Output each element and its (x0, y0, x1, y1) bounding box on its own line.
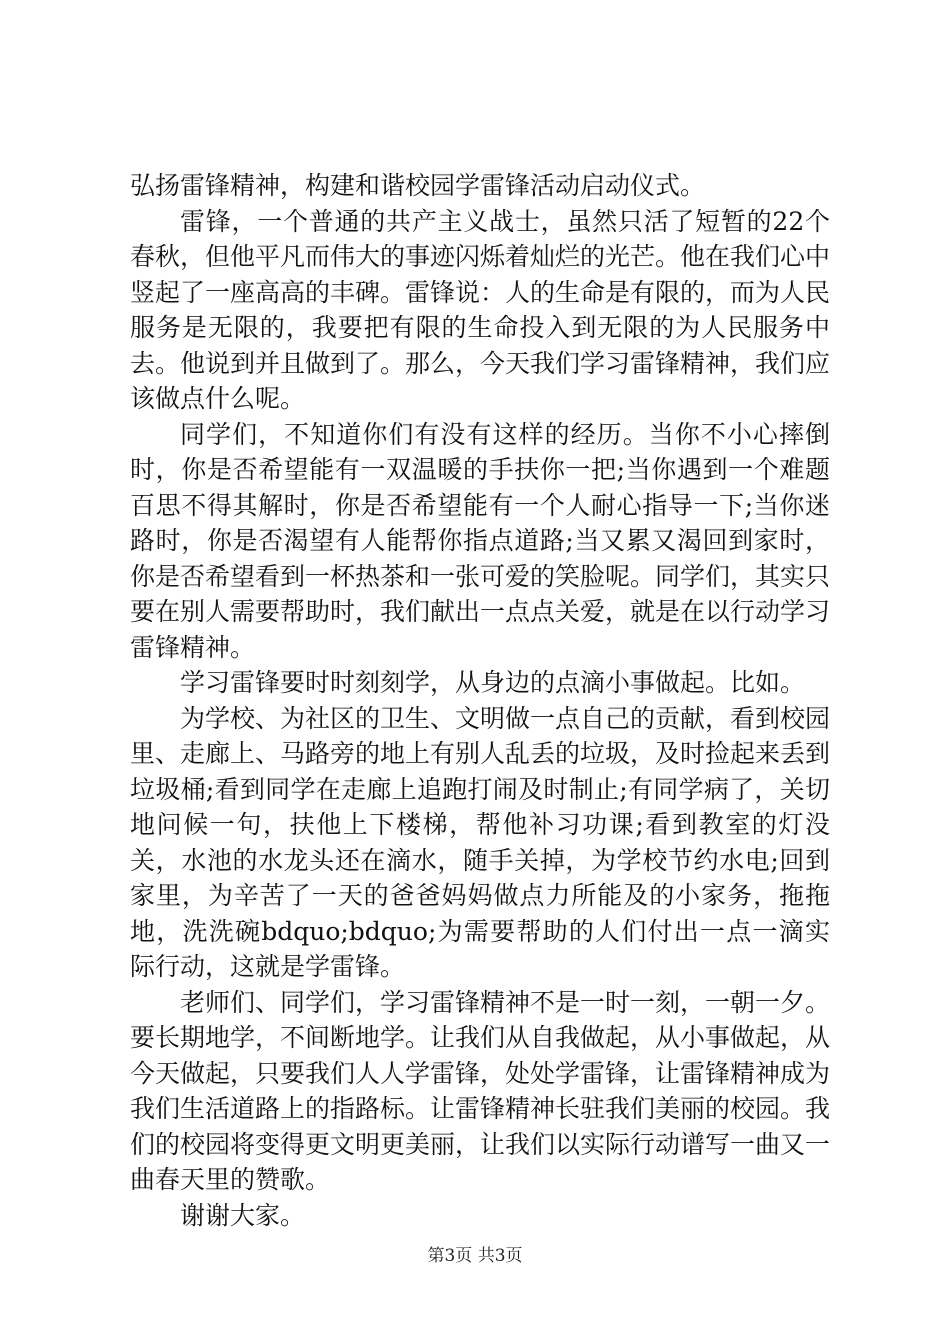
document-body (130, 168, 830, 1233)
paragraph-title-line: 弘扬雷锋精神，构建和谐校园学雷锋活动启动仪式。 (130, 171, 706, 200)
paragraph-closing-call: 老师们、同学们，学习雷锋精神不是一时一刻，一朝一夕。要长期地学，不间断地学。让我们从自我做起，从小事做起，从今天做起，只要我们人人学雷锋，处处学雷锋，让雷锋精神成为我们生活道路上的指路标。让雷锋精神长驻我们美丽的校园。我们的校园将变得更文明更美丽，让我们以实际行动谱写一曲又一曲春天里的赞歌。 (130, 987, 831, 1194)
paragraph-thanks: 谢谢大家。 (180, 1200, 306, 1230)
paragraph-classmates-experience: 同学们，不知道你们有没有这样的经历。当你不小心摔倒时，你是否希望能有一双温暖的手扶你一把;当你遇到一个难题百思不得其解时，你是否希望能有一个人耐心指导一下;当你迷路时，你是否渴望有人能帮你指点道路;当又累又渴回到家时，你是否希望看到一杯热茶和一张可爱的笑脸呢。同学们，其实只要在别人需要帮助时，我们献出一点点关爱，就是在以行动学习雷锋精神。 (130, 419, 831, 662)
paragraph-lei-feng-intro: 雷锋，一个普通的共产主义战士，虽然只活了短暂的22个春秋，但他平凡而伟大的事迹闪烁着灿烂的光芒。他在我们心中竖起了一座高高的丰碑。雷锋说：人的生命是有限的，而为人民服务是无限的，我要把有限的生命投入到无限的为人民服务中去。他说到并且做到了。那么，今天我们学习雷锋精神，我们应该做点什么呢。 (130, 206, 831, 413)
paragraph-examples: 为学校、为社区的卫生、文明做一点自己的贡献，看到校园里、走廊上、马路旁的地上有别人乱丢的垃圾，及时捡起来丢到垃圾桶;看到同学在走廊上追跑打闹及时制止;有同学病了，关切地问候一句，扶他上下楼梯，帮他补习功课;看到教室的灯没关，水池的水龙头还在滴水，随手关掉，为学校节约水电;回到家里，为辛苦了一天的爸爸妈妈做点力所能及的小家务，拖拖地，洗洗碗bdquo;bdquo;为需要帮助的人们付出一点一滴实际行动，这就是学雷锋。 (130, 703, 831, 981)
page-number-footer: 第3页 共3页 (427, 1246, 523, 1266)
paragraph-learn-anytime: 学习雷锋要时时刻刻学，从身边的点滴小事做起。比如。 (180, 668, 806, 697)
